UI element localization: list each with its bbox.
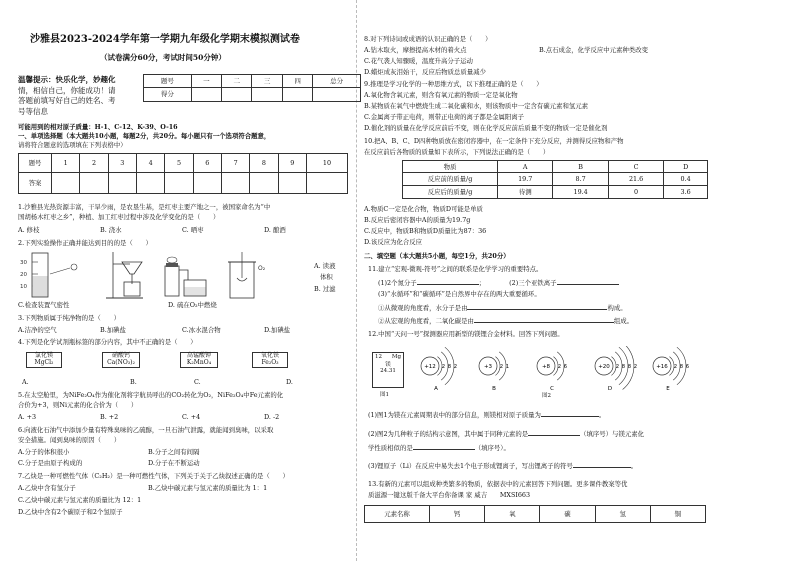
left-column: [18, 0, 352, 561]
q1-option-a[interactable]: A. 修枝: [18, 226, 40, 234]
reagent-label-cano3: [102, 352, 140, 368]
answer-cell[interactable]: [80, 173, 108, 194]
graduated-cylinder-icon: [20, 253, 77, 297]
reagent-label-fe2o3: [252, 352, 288, 368]
q12-sub2-text: (2)图2为几种粒子的结构示意图，其中属于同种元素的是: [368, 430, 529, 438]
answer-cell[interactable]: [136, 173, 164, 194]
q6-stem: 6.向液化石油气中添加少量有特殊臭味的乙硫醇，一旦石油气泄露，就能闻到臭味，以采取: [18, 426, 274, 434]
shell-electron-count: 8: [679, 364, 684, 370]
q7-option-d[interactable]: D.乙炔中含有2个碳原子和2个氢原子: [18, 508, 123, 516]
shell-electron-count: 8: [627, 364, 632, 370]
q9-option-b[interactable]: B.某物质在氧气中燃烧生成二氧化碳和水，则该物质中一定含有碳元素和氢元素: [364, 102, 589, 110]
q1-option-c[interactable]: C. 晒枣: [182, 226, 204, 234]
q11-sub3-1: [378, 303, 627, 312]
reagent-name: 氧化铁: [260, 352, 279, 359]
q11-sub3-2-end: 组成。: [613, 317, 634, 325]
shell-electron-count: 8: [447, 364, 452, 370]
q12-sub3-end: 。: [630, 462, 638, 470]
q9-option-a[interactable]: A.氧化物含氧元素，则含有氧元素的物质一定是氧化物: [364, 91, 518, 99]
q11-sub3-1-end: 构成。: [607, 304, 627, 312]
score-cell[interactable]: [252, 88, 282, 102]
q4-option-a[interactable]: A.: [22, 378, 29, 386]
o2-label: O₂: [258, 265, 266, 272]
answer-cell[interactable]: [165, 173, 193, 194]
q10-option-d[interactable]: D.该反应为化合反应: [364, 238, 423, 246]
score-cell[interactable]: [282, 88, 312, 102]
q4-option-b[interactable]: B.: [130, 378, 137, 386]
q2-option-d[interactable]: D. 硫在O₂中燃烧: [168, 301, 217, 309]
q10-option-a[interactable]: A.物质C一定是化合物，物质D可能是单质: [364, 205, 483, 213]
q11-stem: 11.建立“宏观-微观-符号”之间的联系是化学学习的重要特点。: [368, 265, 543, 273]
right-column: [364, 0, 776, 561]
q5-option-c[interactable]: C. +4: [182, 413, 201, 421]
q12-sub1: [368, 410, 605, 419]
q11-blank-3[interactable]: [467, 303, 607, 310]
q6-options-row1: [18, 448, 348, 456]
q3-stem: 3.下列物质属于纯净物的是（ ）: [18, 314, 120, 322]
atom-label: B: [492, 386, 496, 392]
q13-stem: 13.有新的元素可以组成种类繁多的物质，依据表中的元素回答下列问题。更多课件教案等优: [368, 480, 628, 488]
q3-option-c[interactable]: C.冰水混合物: [182, 326, 221, 334]
q7-option-b[interactable]: B.乙炔中碳元素与氢元素的质量比为 1：1: [148, 484, 268, 492]
q2-option-b-side[interactable]: B. 过滤: [314, 285, 336, 293]
q6-option-a[interactable]: A.分子的体积很小: [18, 448, 70, 456]
shell-electron-count: 2: [499, 364, 504, 370]
q12-sub1-end: 。: [598, 411, 606, 419]
answer-cell[interactable]: [193, 173, 221, 194]
reagent-label-k2mno4: [180, 352, 218, 368]
mg-symbol: Mg: [391, 354, 401, 360]
answer-table-header: 5: [165, 154, 193, 173]
q12-blank-4[interactable]: [573, 461, 631, 468]
q11-sub2-label: (2)三个亚铁离子: [509, 279, 557, 287]
reagent-name: 硝酸钙: [111, 352, 130, 359]
element-table-cell: 碳: [540, 506, 595, 523]
shell-electron-count: 2: [673, 364, 678, 370]
q9-option-c[interactable]: C.金属离子带正电荷，则带正电荷的离子都是金属阳离子: [364, 113, 525, 121]
q6-options-row2: [18, 459, 348, 467]
answer-cell[interactable]: [221, 173, 249, 194]
q12-sub2-end: （填序号）。: [474, 444, 510, 452]
exam-subtitle: （试卷满分60分，考试时间50分钟）: [100, 53, 226, 62]
q2-option-a-side[interactable]: A. 读液: [314, 262, 336, 270]
mg-number: 12: [375, 354, 382, 360]
figure1-caption: 图1: [380, 392, 389, 398]
mass-table-cell: 反应前的质量/g: [403, 173, 498, 186]
q8-option-b[interactable]: B.点石成金，化学反应中元素种类改变: [539, 46, 648, 54]
q10-stem: 10.把A、B、C、D四种物质放在密闭容器中，在一定条件下充分反应，并测得反应物和产物: [364, 137, 624, 145]
q11-sub3-2-text: ②从宏观的角度看，二氧化碳是由: [378, 317, 474, 325]
mass-table-cell: 19.4: [553, 186, 608, 199]
q1-stem: 1.沙雅县光热资源丰富，干旱少雨，是农垦生基，是红枣主要产地之一，被国家命名为“中: [18, 203, 271, 211]
mass-table-header: B: [553, 161, 608, 173]
apparatus-figure: [18, 250, 293, 300]
q3-option-b[interactable]: B.加碘盐: [100, 326, 126, 334]
reagent-label-mgcl2: [26, 352, 62, 368]
q9-option-d[interactable]: D.催化剂的质量在化学反应前后不变，则在化学反应前后质量不变的物质一定是催化剂: [364, 124, 608, 132]
q10-option-b[interactable]: B.反应后密闭容器中A的质量为19.7g: [364, 216, 471, 224]
shell-electron-count: 2: [633, 364, 638, 370]
q8-stem: 8.对下列诗词或成语的认识正确的是（ ）: [364, 35, 492, 43]
answer-table-header: 10: [306, 154, 347, 173]
reagent-formula: Ca(NO₃)₂: [107, 358, 135, 366]
reagent-formula: MgCl₂: [34, 358, 54, 366]
filtration-funnel-icon: [106, 252, 143, 298]
q9-stem: 9.推理是学习化学的一种思维方式，以下推理正确的是（ ）: [364, 80, 543, 88]
shell-electron-count: 2: [453, 364, 458, 370]
q11-sub3-1-text: ①从微观的角度看，水分子是由: [378, 304, 468, 312]
nucleus-charge: +12: [424, 364, 436, 370]
q5-stem-2: 合价为+3，则Ni元素的化合价为（ ）: [18, 401, 138, 409]
shell-electron-count: 2: [557, 364, 562, 370]
nucleus-charge: +8: [541, 364, 551, 370]
mg-name: 镁: [385, 361, 391, 368]
q11-blank-2[interactable]: [557, 278, 619, 285]
q7-option-a[interactable]: A.乙炔中含有氢分子: [18, 484, 76, 492]
q5-stem: 5.在太空舱里，为NiFe₂O₄作为催化剂将宇航员呼出的CO₂转化为O₂，NiFe₂O₄中Fe元素的化: [18, 391, 284, 399]
section1-title-2: 请将符合题意的选项填在下列表格中）: [18, 141, 127, 149]
score-table-header: 一: [191, 75, 221, 88]
section1-title: 一、单项选择题（本大题共10小题，每题2分，共20分。每小题只有一个选项符合题意，: [18, 132, 271, 140]
answer-table-header: 6: [193, 154, 221, 173]
mass-table-header: 物质: [403, 161, 498, 173]
mass-table-cell: 8.7: [553, 173, 608, 186]
score-table-header: 四: [282, 75, 312, 88]
element-table-cell: 铜: [650, 506, 705, 523]
q12-figures: [372, 346, 772, 402]
mass-table-cell: 3.6: [664, 186, 708, 199]
shell-electron-count: 2: [615, 364, 620, 370]
answer-table-header: 1: [52, 154, 80, 173]
answer-table-header: 8: [250, 154, 278, 173]
q2-stem: 2.下列实验操作正确并能达到目的的是（ ）: [18, 239, 152, 247]
mass-table-cell: 0.4: [664, 173, 708, 186]
q11-sub1-sep: ；: [478, 279, 486, 287]
answer-cell[interactable]: [250, 173, 278, 194]
q7-option-c[interactable]: C.乙炔中碳元素与氢元素的质量比为 12：1: [18, 496, 142, 504]
q12-sub2-text2: 学性质相似的是: [368, 444, 413, 452]
answer-table-header: 9: [278, 154, 306, 173]
q11-blank-1[interactable]: [417, 278, 479, 285]
score-table-header: 题号: [144, 75, 192, 88]
q12-blank-1[interactable]: [541, 410, 599, 417]
answer-table: [18, 153, 348, 194]
q4-option-c[interactable]: C.: [194, 378, 201, 386]
q6-option-b[interactable]: B.分子之间有间隔: [148, 448, 200, 456]
q3-options: [18, 326, 348, 334]
q8-option-a[interactable]: A.钻木取火，摩擦提高木材的着火点: [364, 46, 467, 54]
element-table-cell: 氧: [485, 506, 540, 523]
cylinder-tick-30: 30: [20, 260, 27, 266]
tip-line: 答题前填写好自己的姓名、考: [18, 96, 116, 105]
mass-table-cell: 21.6: [608, 173, 663, 186]
atom-diagram-A: [421, 347, 457, 392]
q12-sub3-text: (3)锂原子（Li）在反应中易失去1个电子形成锂离子，写出锂离子的符号: [368, 462, 573, 470]
q11-sub3-2: [378, 316, 633, 325]
answer-cell[interactable]: [52, 173, 80, 194]
mass-table-header: C: [608, 161, 663, 173]
atom-diagram-C: [537, 352, 567, 392]
shell-electron-count: 6: [685, 364, 690, 370]
q4-option-d[interactable]: D.: [286, 378, 293, 386]
nucleus-charge: +3: [483, 364, 493, 370]
mg-periodic-cell: [372, 352, 404, 388]
atom-diagram-B: [479, 352, 509, 392]
gas-jar-icon: [228, 252, 266, 298]
q11-blank-4[interactable]: [474, 316, 614, 323]
q2-figures: [18, 250, 293, 302]
reagent-formula: Fe₂O₃: [261, 358, 279, 366]
q5-options: [18, 413, 348, 421]
exam-title: 沙雅县2023-2024学年第一学期九年级化学期末模拟测试卷: [30, 34, 300, 45]
q5-option-a[interactable]: A. +3: [18, 413, 37, 421]
score-cell[interactable]: [313, 88, 361, 102]
reagent-name: 高锰酸钾: [186, 352, 211, 359]
answer-table-header: 题号: [19, 154, 52, 173]
q8-option-d[interactable]: D.蜡炬成灰泪始干，反应后物质总质量减少: [364, 68, 486, 76]
q6-option-c[interactable]: C.分子是由原子构成的: [18, 459, 83, 467]
score-table-header: 二: [222, 75, 252, 88]
mass-table-header: A: [498, 161, 553, 173]
mass-table-cell: 19.7: [498, 173, 553, 186]
atom-label: A: [434, 386, 438, 392]
answer-cell[interactable]: [306, 173, 347, 194]
q12-sub2-mid: （填序号）与镁元素化: [580, 430, 645, 438]
mg-mass: 24.31: [380, 368, 396, 375]
q6-option-d[interactable]: D.分子在不断运动: [148, 459, 200, 467]
shell-electron-count: 1: [505, 364, 510, 370]
q5-option-d[interactable]: D. -2: [264, 413, 280, 421]
mass-table-header: D: [664, 161, 708, 173]
answer-table-header: 7: [221, 154, 249, 173]
tip-note: [18, 75, 136, 117]
q1-stem-2: 国胡杨木红枣之乡”，种植、加工红枣过程中涉及化学变化的是（ ）: [18, 213, 220, 221]
score-row-label: 得分: [144, 88, 192, 102]
q1-option-b[interactable]: B. 浇水: [100, 226, 122, 234]
shell-electron-count: 6: [563, 364, 568, 370]
score-table-header: 三: [252, 75, 282, 88]
q2-option-c[interactable]: C.检查装置气密性: [18, 301, 70, 309]
q12-sub2: [368, 429, 644, 438]
score-cell[interactable]: [191, 88, 221, 102]
element-table-header: 元素名称: [365, 506, 430, 523]
cylinder-tick-10: 10: [20, 284, 27, 290]
cylinder-tick-20: 20: [20, 272, 27, 278]
atom-diagram-E: [653, 347, 689, 392]
q12-blank-2[interactable]: [528, 429, 580, 436]
q4-stem: 4.下列是化学试剂瓶标签的部分内容，其中不正确的是（ ）: [18, 338, 197, 346]
q11-sub1: [378, 278, 619, 287]
figure2-caption: 图2: [542, 393, 551, 399]
q1-options: [18, 226, 348, 234]
q2-options: [18, 301, 348, 309]
nucleus-charge: +16: [656, 364, 668, 370]
mass-table: [402, 160, 708, 199]
shell-electron-count: 2: [441, 364, 446, 370]
answer-cell[interactable]: [108, 173, 136, 194]
answer-table-header: 2: [80, 154, 108, 173]
reagent-name: 氯化镁: [34, 352, 53, 359]
mass-table-cell: 待测: [498, 186, 553, 199]
q10-option-c[interactable]: C.反应中，物质B和物质D质量比为87：36: [364, 227, 487, 235]
q2-side-text: 体积: [320, 273, 333, 281]
q12-sub3: [368, 461, 637, 470]
score-cell[interactable]: [222, 88, 252, 102]
q1-option-d[interactable]: D. 酿酒: [264, 226, 286, 234]
shell-electron-count: 8: [621, 364, 626, 370]
atom-label: D: [607, 386, 613, 392]
score-table-header: 总分: [313, 75, 361, 88]
tip-line: 号等信息: [18, 106, 48, 116]
element-table: [364, 505, 706, 523]
tip-line: 情，相信自己，你能成功！请: [18, 85, 116, 95]
reagent-formula: K₂MnO₄: [186, 358, 212, 366]
element-table-cell: 氢: [595, 506, 650, 523]
mass-table-cell: 反应后的质量/g: [403, 186, 498, 199]
tip-line: 温馨提示：快乐化学，妙趣化: [18, 75, 116, 84]
q10-stem-2: 在反应前后各物质的质量如下表所示，下列说法正确的是（ ）: [364, 148, 550, 156]
q8-option-c[interactable]: C.花气袭人知骤暖，温度升高分子运动: [364, 57, 473, 65]
atom-structure-diagrams: [416, 346, 706, 392]
atom-diagram-D: [595, 346, 637, 392]
nucleus-charge: +20: [598, 364, 610, 370]
score-table: [143, 74, 361, 102]
q12-blank-3[interactable]: [413, 443, 475, 450]
answer-row-label: 答案: [19, 173, 52, 194]
q5-option-b[interactable]: B. +2: [100, 413, 119, 421]
q6-stem-2: 安全措施。闻到臭味的原因（ ）: [18, 436, 121, 444]
answer-table-header: 3: [108, 154, 136, 173]
element-table-cell: 钙: [430, 506, 485, 523]
atomic-masses: 可能用到的相对原子质量：H-1、C-12、K-39、O-16: [18, 123, 178, 131]
q11-sub1-label: (1)2个氮分子: [378, 279, 417, 287]
q3-option-a[interactable]: A.洁净的空气: [18, 326, 57, 334]
q13-stem-2: 质滋源一键这版千备大平台你备课 家 威吉 MXSI663: [368, 491, 531, 499]
q12-sub1-text: (1)图1为镁在元素周期表中的部分信息，则镁相对原子质量为: [368, 411, 541, 419]
q11-sub3: (3)“水循环”和“碳循环”是自然界中存在的两大重要循环。: [378, 290, 541, 298]
section2-title: 二、填空题（本大题共5小题，每空1分，共20分）: [364, 252, 510, 260]
atom-label: C: [550, 386, 554, 392]
answer-table-header: 4: [136, 154, 164, 173]
atom-label: E: [666, 386, 670, 392]
answer-cell[interactable]: [278, 173, 306, 194]
q7-stem: 7.乙炔是一种可燃性气体（C₂H₂）是一种可燃性气体，下列关于关于乙炔叙述正确的是（ ）: [18, 472, 289, 480]
q12-stem: 12.中国“天问一号”探测器应用新型的镁锂合金材料。回答下列问题。: [368, 330, 564, 338]
reagent-labels: [26, 352, 356, 376]
q12-sub2-line2: [368, 443, 510, 452]
q3-option-d[interactable]: D.加碘盐: [264, 326, 291, 334]
mass-table-cell: 0: [608, 186, 663, 199]
airtight-check-icon: [165, 257, 206, 296]
